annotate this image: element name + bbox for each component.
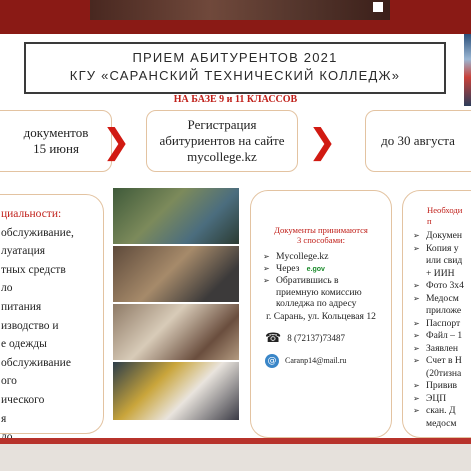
requirement-item: ➢ Фото 3х4: [413, 280, 471, 293]
requirement-item: ➢ Копия у или свид + ИИН: [413, 243, 471, 281]
title-box: [24, 42, 446, 94]
specialties-panel: [0, 194, 104, 434]
method-website-text[interactable]: Mycollege.kz: [276, 251, 329, 262]
specialty-item: луатация: [1, 245, 46, 258]
phone-row: [265, 331, 391, 346]
requirements-heading: Необходи п: [427, 205, 463, 226]
specialties-heading: циальности:: [1, 208, 62, 220]
method-egov: [263, 263, 391, 276]
logo-mark: [373, 2, 383, 12]
requirement-item: ➢ Счет в Н (20тизна: [413, 355, 471, 380]
specialty-item: ического: [1, 393, 45, 406]
specialty-item: я: [1, 412, 7, 425]
documents-heading: Документы принимаются 3 способами:: [274, 225, 368, 245]
slide: [0, 34, 471, 438]
documents-panel: [250, 190, 392, 438]
phone-icon: ☎: [265, 330, 282, 346]
email-row: [265, 354, 391, 368]
specialty-item: ого: [1, 375, 17, 388]
top-banner: [0, 0, 471, 34]
egov-logo: e.gov: [306, 265, 325, 273]
students-photo: [113, 362, 239, 420]
method-in-person: [263, 275, 391, 310]
requirement-item: ➢ Медосм приложе: [413, 293, 471, 318]
commission-photo: [113, 304, 239, 360]
college-name: КГУ «САРАНСКИЙ ТЕХНИЧЕСКИЙ КОЛЛЕДЖ»: [69, 68, 401, 83]
requirement-item: ➢ Докумен: [413, 230, 471, 243]
requirements-panel: [402, 190, 471, 438]
method-in-person-text: Обратившись в приемную комиссию колледжа по адресу: [276, 275, 362, 309]
method-egov-text: Через: [276, 262, 300, 274]
chevron-right-icon: ❯: [308, 122, 337, 162]
step-registration-text: Регистрация абитуриентов на сайте mycollege.kz: [159, 117, 285, 164]
chevron-right-icon: ❯: [102, 122, 131, 162]
specialty-item: е одежды: [1, 338, 47, 351]
step-registration-box: [146, 110, 298, 172]
photo-collage: [113, 188, 239, 422]
requirement-item: ➢ Заявлен: [413, 343, 471, 356]
specialty-item: обслуживание: [1, 356, 71, 369]
bottom-bar: [0, 438, 471, 471]
page-title: ПРИЕМ АБИТУРЕНТОВ 2021: [132, 50, 338, 65]
workshop-photo: [113, 246, 239, 302]
method-website: [263, 251, 391, 263]
email-address[interactable]: Caranp14@mail.ru: [285, 356, 347, 365]
requirement-item: ➢ Файл – 1: [413, 330, 471, 343]
step-end-box: [365, 110, 471, 172]
specialty-item: изводство и: [1, 319, 59, 332]
step-end-text: до 30 августа: [381, 133, 455, 148]
specialty-item: тных средств: [1, 263, 66, 276]
college-address: г. Сарань, ул. Кольцевая 12: [266, 310, 376, 322]
requirement-item: ➢ ЭЦП: [413, 393, 471, 406]
page-subtitle: НА БАЗЕ 9 и 11 КЛАССОВ: [173, 94, 298, 105]
specialty-item: обслуживание,: [1, 226, 74, 239]
email-icon: @: [265, 354, 279, 368]
top-banner-photo: [90, 0, 390, 20]
requirement-item: ➢ Паспорт: [413, 318, 471, 331]
requirement-item: ➢ скан. Д медосм: [413, 405, 471, 430]
submission-methods: [251, 251, 391, 310]
step-deadline-box: [0, 110, 112, 172]
step-deadline-text: документов 15 июня: [23, 125, 89, 156]
requirements-list: [403, 230, 471, 430]
specialty-item: ло: [1, 282, 13, 295]
classroom-photo: [113, 188, 239, 244]
specialty-item: питания: [1, 300, 42, 313]
phone-number[interactable]: 8 (72137)73487: [287, 333, 345, 343]
requirement-item: ➢ Привив: [413, 380, 471, 393]
